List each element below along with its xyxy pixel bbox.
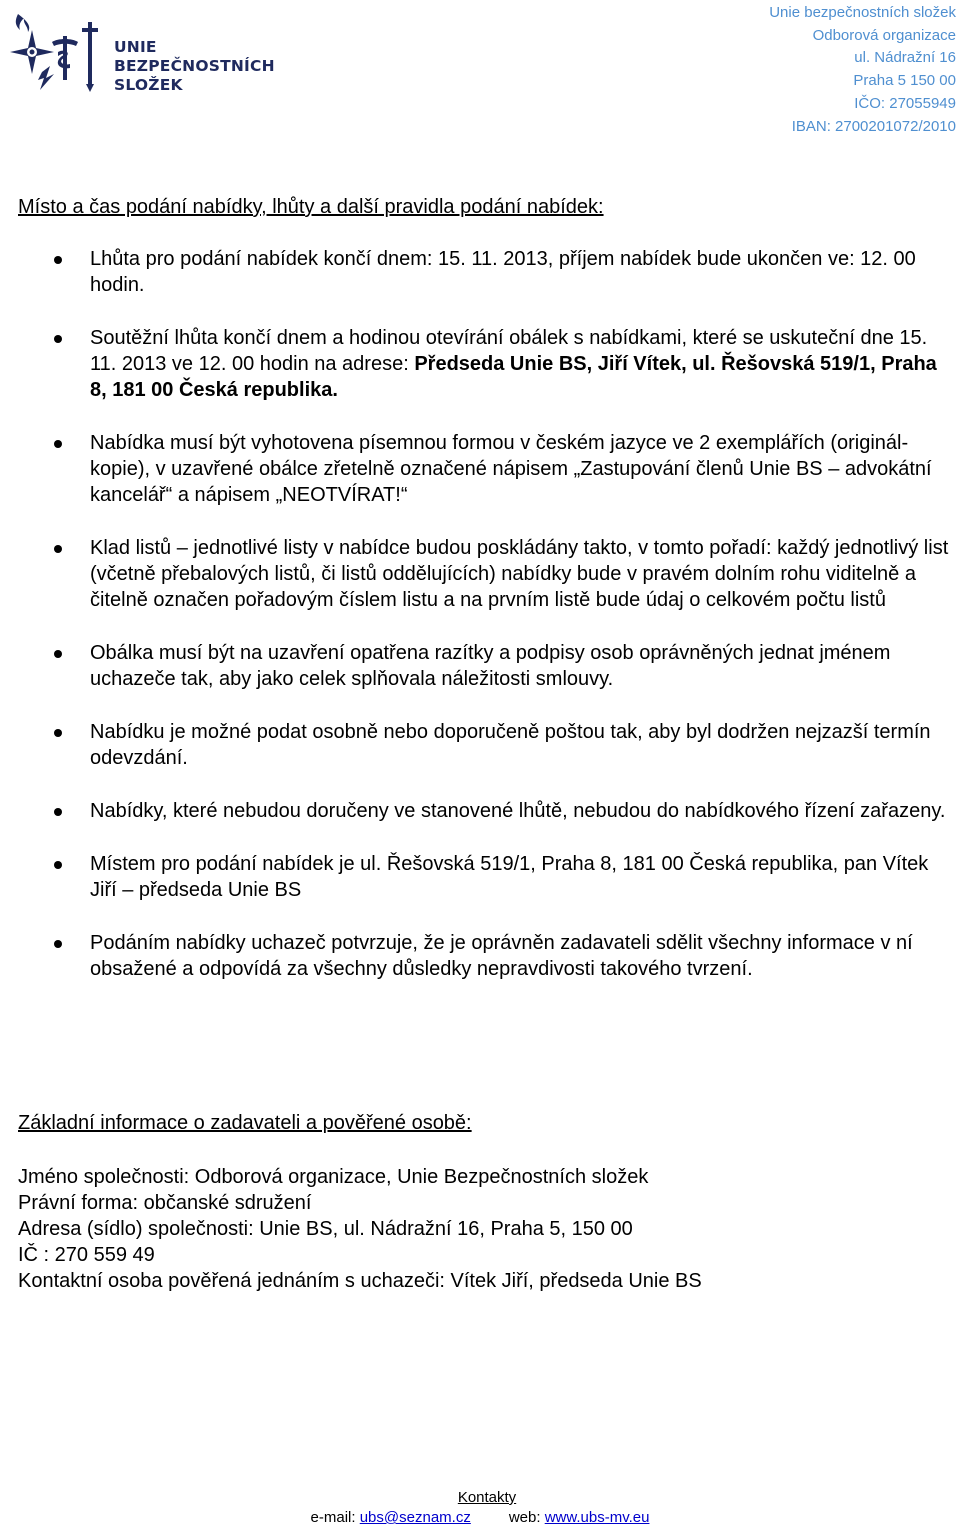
organization-info [769, 2, 956, 138]
org-info-city: Praha 5 150 00 [853, 72, 956, 90]
footer-contacts-title: Kontakty [457, 1489, 517, 1506]
info-contact-person: Kontaktní osoba pověřená jednáním s uchazeči: Vítek Jiří, předseda Unie BS [18, 1270, 702, 1292]
info-company-name: Jméno společnosti: Odborová organizace, Unie Bezpečnostních složek [18, 1166, 649, 1188]
list-item [0, 430, 960, 508]
bullet-icon [54, 729, 62, 737]
list-item [0, 930, 960, 982]
org-info-name: Unie bezpečnostních složek [769, 4, 956, 21]
list-item [0, 246, 960, 298]
logo-line-2: BEZPEČNOSTNÍCH [114, 57, 275, 75]
info-address: Adresa (sídlo) společnosti: Unie BS, ul. Nádražní 16, Praha 5, 150 00 [18, 1218, 633, 1240]
org-info-ico: IČO: 27055949 [854, 94, 956, 112]
bullet-icon [54, 256, 62, 264]
bullet-icon [54, 940, 62, 948]
list-item-text: Místem pro podání nabídek je ul. Řešovská 519/1, Praha 8, 181 00 Česká republika, pan Vítek Jiří – předseda Unie BS [90, 853, 929, 901]
list-item [0, 851, 960, 903]
bullet-icon [54, 650, 62, 658]
contracting-authority-info [18, 1164, 702, 1294]
list-item [0, 798, 960, 824]
logo-line-3: SLOŽEK [114, 76, 183, 94]
shield-flame-icon [6, 8, 106, 96]
logo-wordmark [114, 38, 275, 95]
org-info-street: ul. Nádražní 16 [854, 49, 956, 67]
list-item [0, 719, 960, 771]
bullet-icon [54, 808, 62, 816]
info-legal-form: Právní forma: občanské sdružení [18, 1192, 312, 1214]
list-item-text: Klad listů – jednotlivé listy v nabídce budou poskládány takto, v tomto pořadí: každý jednotlivý list (včetně přebalových listů, či listů oddělujících) nabídky bude v pravém dolním rohu viditelně a čitelně označen pořadovým číslem listu a na prvním listě bude údaj o celkovém počtu listů [90, 537, 949, 611]
list-item-text: Soutěžní lhůta končí dnem a hodinou otevírání obálek s nabídkami, které se uskuteční dne 15. 11. 2013 ve 12. 00 hodin na adrese: [90, 327, 928, 375]
section-heading-contracting-authority: Základní informace o zadavateli a pověřené osobě: [18, 1112, 472, 1134]
footer-web-link[interactable]: www.ubs-mv.eu [544, 1509, 650, 1526]
list-item-text: Nabídka musí být vyhotovena písemnou formou v českém jazyce ve 2 exemplářích (originál-kopie), v uzavřené obálce zřetelně označené nápisem „Zastupování členů Unie BS – advokátní kancelář“ a nápisem „NEOTVÍRAT!“ [90, 432, 932, 506]
list-item-text: Podáním nabídky uchazeč potvrzuje, že je oprávněn zadavateli sdělit všechny informace v ní obsažené a odpovídá za všechny důsledky nepravdivosti takového tvrzení. [90, 932, 913, 980]
union-logo [6, 8, 276, 96]
list-item-text: Nabídku je možné podat osobně nebo doporučeně poštou tak, aby byl dodržen nejzazší termín odevzdání. [90, 721, 931, 769]
footer-web-label: web: [508, 1509, 545, 1526]
bullet-icon [54, 335, 62, 343]
list-item [0, 325, 960, 403]
section-heading-submission: Místo a čas podání nabídky, lhůty a další pravidla podání nabídek: [18, 196, 604, 218]
logo-line-1: UNIE [114, 38, 157, 56]
list-item [0, 535, 960, 613]
bullet-icon [54, 440, 62, 448]
org-info-type: Odborová organizace [812, 26, 956, 44]
list-item [0, 640, 960, 692]
footer-email-link[interactable]: ubs@seznam.cz [359, 1509, 471, 1526]
list-item-text: Nabídky, které nebudou doručeny ve stanovené lhůtě, nebudou do nabídkového řízení zařazeny. [90, 800, 946, 822]
bullet-icon [54, 861, 62, 869]
list-item-text: Obálka musí být na uzavření opatřena razítky a podpisy osob oprávněných jednat jménem uchazeče tak, aby jako celek splňovala náležitosti smlouvy. [90, 642, 891, 690]
footer-email-label: e-mail: [310, 1509, 360, 1526]
list-item-text: Lhůta pro podání nabídek končí dnem: 15. 11. 2013, příjem nabídek bude ukončen ve: 12. 00 hodin. [90, 248, 916, 296]
page-footer [0, 1488, 960, 1528]
bullet-icon [54, 545, 62, 553]
org-info-iban: IBAN: 2700201072/2010 [791, 117, 956, 135]
info-ic: IČ : 270 559 49 [18, 1244, 155, 1266]
rules-list [0, 246, 960, 1009]
list-item-bold-text: Předseda Unie BS, Jiří Vítek, ul. Řešovská 519/1, Praha 8, 181 00 Česká republika. [90, 353, 937, 401]
